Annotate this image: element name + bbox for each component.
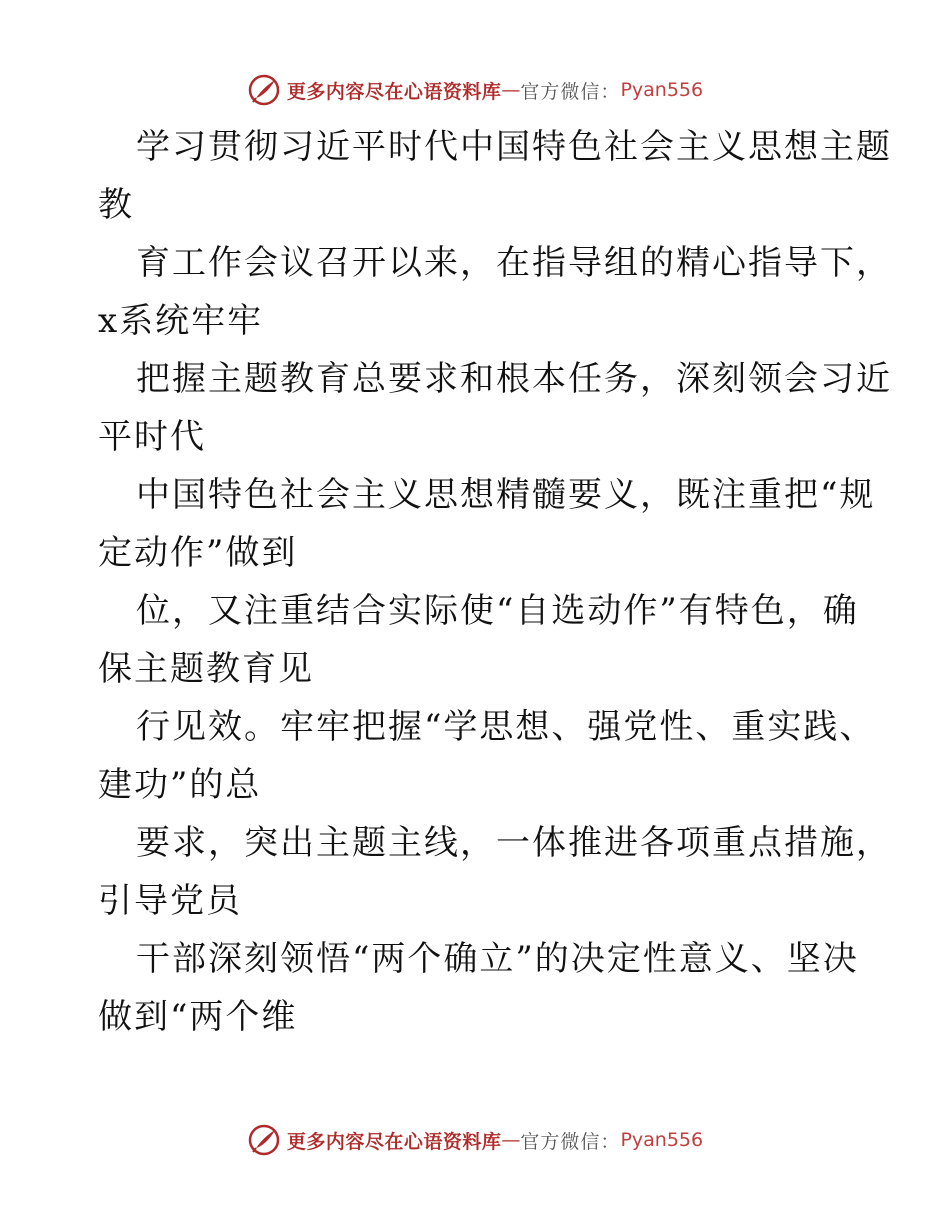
text-line: 保主题教育见	[98, 649, 314, 689]
banner-wechat-id: Pyan556	[620, 1129, 704, 1151]
text-line: 把握主题教育总要求和根本任务，深刻领会习近	[136, 359, 892, 399]
text-line: 平时代	[98, 417, 206, 457]
text-line: 做到“两个维	[98, 997, 298, 1037]
banner-main-text: 更多内容尽在心语资料库	[286, 80, 502, 103]
header-banner	[0, 70, 950, 110]
banner-dash: —	[501, 79, 521, 101]
banner-wechat-id: Pyan556	[620, 79, 704, 101]
text-line: 学习贯彻习近平时代中国特色社会主义思想主题	[136, 127, 892, 167]
text-line: 要求，突出主题主线，一体推进各项重点措施，	[136, 823, 892, 863]
footer-banner	[0, 1120, 950, 1160]
text-line: 育工作会议召开以来，在指导组的精心指导下，	[136, 243, 892, 283]
banner-main-text: 更多内容尽在心语资料库	[286, 1130, 502, 1153]
text-line: 引导党员	[98, 881, 242, 921]
text-line: 定动作”做到	[98, 533, 298, 573]
banner-dash: —	[501, 1129, 521, 1151]
text-line: 行见效。牢牢把握“学思想、强党性、重实践、	[136, 707, 876, 747]
quill-circle-logo-icon	[247, 1123, 281, 1157]
banner-wechat-label: 官方微信：	[520, 1130, 621, 1153]
text-line: 教	[98, 185, 134, 225]
text-line: 干部深刻领悟“两个确立”的决定性意义、坚决	[136, 939, 859, 979]
document-body	[98, 118, 892, 1046]
quill-circle-logo-icon	[247, 73, 281, 107]
banner-wechat-label: 官方微信：	[520, 80, 621, 103]
text-line: 建功”的总	[98, 765, 262, 805]
text-line: 中国特色社会主义思想精髓要义，既注重把“规	[136, 475, 876, 515]
text-line: x系统牢牢	[98, 301, 264, 341]
text-line: 位，又注重结合实际使“自选动作”有特色，确	[136, 591, 859, 631]
